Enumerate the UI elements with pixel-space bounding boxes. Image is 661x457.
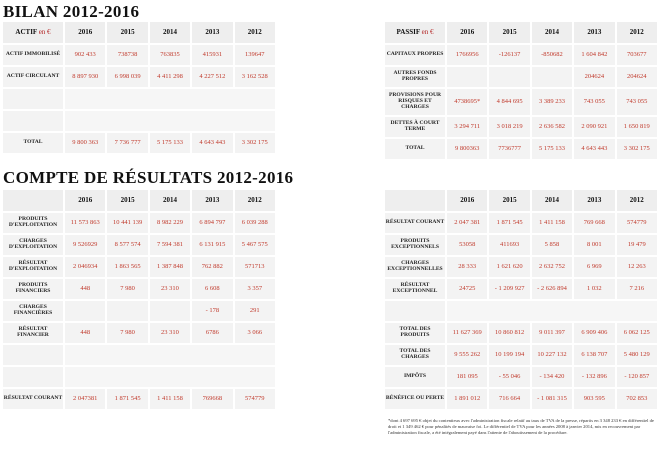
- value-cell: 1 032: [574, 279, 614, 299]
- year-header: 2015: [489, 22, 529, 43]
- row-label: CHARGES FINANCIÈRES: [3, 301, 63, 321]
- value-cell: 1 891 012: [447, 389, 487, 409]
- empty-row: [447, 301, 657, 321]
- row-label: TOTAL: [3, 133, 63, 153]
- empty-row: [65, 89, 275, 109]
- value-cell: 11 627 369: [447, 323, 487, 343]
- value-cell: - 120 857: [617, 367, 657, 387]
- value-cell: 12 263: [617, 257, 657, 277]
- year-header: 2016: [447, 190, 487, 211]
- value-cell: -126137: [489, 45, 529, 65]
- row-label: AUTRES FONDS PROPRES: [385, 67, 445, 87]
- value-cell: 28 333: [447, 257, 487, 277]
- table-corner-label: [385, 190, 445, 211]
- value-cell: 291: [235, 301, 275, 321]
- table-corner-label: ACTIF en €: [3, 22, 63, 43]
- year-header: 2013: [574, 22, 614, 43]
- value-cell: 6 039 288: [235, 213, 275, 233]
- value-cell: 10 441 139: [107, 213, 147, 233]
- value-cell: 5 175 133: [150, 133, 190, 153]
- passif-table: [383, 20, 659, 161]
- row-label: CHARGES EXCEPTIONNELLES: [385, 257, 445, 277]
- year-header: 2014: [150, 22, 190, 43]
- value-cell: 574779: [235, 389, 275, 409]
- value-cell: 6786: [192, 323, 232, 343]
- value-cell: 2 046934: [65, 257, 105, 277]
- row-label: PRODUITS D'EXPLOITATION: [3, 213, 63, 233]
- row-label: CAPITAUX PROPRES: [385, 45, 445, 65]
- value-cell: 24725: [447, 279, 487, 299]
- value-cell: 7 980: [107, 279, 147, 299]
- value-cell: 5 175 133: [532, 139, 572, 159]
- row-label: RÉSULTAT COURANT: [3, 389, 63, 409]
- value-cell: 4738695*: [447, 89, 487, 115]
- empty-row-label: [385, 301, 445, 321]
- value-cell: 9 011 397: [532, 323, 572, 343]
- row-label: IMPÔTS: [385, 367, 445, 387]
- value-cell: 23 310: [150, 323, 190, 343]
- value-cell: 411693: [489, 235, 529, 255]
- value-cell: 1 387 848: [150, 257, 190, 277]
- value-cell: - 178: [192, 301, 232, 321]
- value-cell: 743 055: [574, 89, 614, 115]
- row-label: RÉSULTAT COURANT: [385, 213, 445, 233]
- row-label: PRODUITS FINANCIERS: [3, 279, 63, 299]
- value-cell: 9 555 262: [447, 345, 487, 365]
- value-cell: 7 736 777: [107, 133, 147, 153]
- value-cell: 7 216: [617, 279, 657, 299]
- year-header: 2013: [192, 190, 232, 211]
- value-cell: 204624: [617, 67, 657, 87]
- value-cell: 5 467 575: [235, 235, 275, 255]
- value-cell: 448: [65, 279, 105, 299]
- value-cell: 10 860 812: [489, 323, 529, 343]
- row-label: RÉSULTAT EXCEPTIONNEL: [385, 279, 445, 299]
- value-cell: 4 844 695: [489, 89, 529, 115]
- value-cell: 11 573 863: [65, 213, 105, 233]
- value-cell: 1 411 158: [532, 213, 572, 233]
- row-label: RÉSULTAT D'EXPLOITATION: [3, 257, 63, 277]
- year-header: 2015: [489, 190, 529, 211]
- value-cell: 1 621 620: [489, 257, 529, 277]
- value-cell: 6 909 406: [574, 323, 614, 343]
- value-cell: 6 894 797: [192, 213, 232, 233]
- bilan-title: BILAN 2012-2016: [3, 2, 140, 21]
- value-cell: 703677: [617, 45, 657, 65]
- empty-row-label: [3, 89, 63, 109]
- row-label: PROVISIONS POUR RISQUES ET CHARGES: [385, 89, 445, 115]
- value-cell: - 1 081 315: [532, 389, 572, 409]
- value-cell: 9 800363: [447, 139, 487, 159]
- value-cell: 571713: [235, 257, 275, 277]
- value-cell: - 55 046: [489, 367, 529, 387]
- footnote: *dont 4 697 695 € objet du contentieux avec l'administration fiscale relatif au taux de TVA de la presse, répartis en 3 348 233 € en différentiel de droit et 1 349 462 € pour pénalités de mauvaise foi. Le différentiel de TVA pour les années 2008 à janvier 2014, mis en recouvrement par l'administration fiscale, a été intégralement payé dans l'attente de l'aboutissement de la procédure.: [388, 418, 654, 435]
- value-cell: 3 162 528: [235, 67, 275, 87]
- value-cell: 769668: [192, 389, 232, 409]
- value-cell: - 2 626 894: [532, 279, 572, 299]
- year-header: 2014: [150, 190, 190, 211]
- row-label: DETTES À COURT TERME: [385, 117, 445, 137]
- value-cell: 763835: [150, 45, 190, 65]
- value-cell: - 1 209 927: [489, 279, 529, 299]
- row-label: CHARGES D'EXPLOITATION: [3, 235, 63, 255]
- year-header: 2012: [235, 190, 275, 211]
- value-cell: 2 047 381: [447, 213, 487, 233]
- empty-row: [65, 345, 275, 365]
- row-label: ACTIF CIRCULANT: [3, 67, 63, 87]
- compte-right-table: [383, 188, 659, 411]
- value-cell: [489, 67, 529, 87]
- value-cell: 6 969: [574, 257, 614, 277]
- value-cell: 574779: [617, 213, 657, 233]
- value-cell: 7 594 381: [150, 235, 190, 255]
- value-cell: 23 310: [150, 279, 190, 299]
- year-header: 2014: [532, 190, 572, 211]
- value-cell: 1 863 565: [107, 257, 147, 277]
- value-cell: 716 664: [489, 389, 529, 409]
- empty-row: [65, 367, 275, 387]
- value-cell: 139647: [235, 45, 275, 65]
- value-cell: - 132 896: [574, 367, 614, 387]
- value-cell: 6 131 915: [192, 235, 232, 255]
- row-label: TOTAL DES PRODUITS: [385, 323, 445, 343]
- value-cell: 4 411 298: [150, 67, 190, 87]
- compte-left-table: [1, 188, 277, 411]
- value-cell: 4 643 443: [574, 139, 614, 159]
- table-corner-label: [3, 190, 63, 211]
- value-cell: 1 871 545: [107, 389, 147, 409]
- value-cell: 2 632 752: [532, 257, 572, 277]
- year-header: 2015: [107, 22, 147, 43]
- value-cell: 448: [65, 323, 105, 343]
- year-header: 2013: [192, 22, 232, 43]
- value-cell: 181 095: [447, 367, 487, 387]
- value-cell: 204624: [574, 67, 614, 87]
- value-cell: 743 055: [617, 89, 657, 115]
- value-cell: -850682: [532, 45, 572, 65]
- value-cell: 738738: [107, 45, 147, 65]
- value-cell: 53058: [447, 235, 487, 255]
- value-cell: 702 853: [617, 389, 657, 409]
- value-cell: [107, 301, 147, 321]
- row-label: TOTAL: [385, 139, 445, 159]
- value-cell: 7736777: [489, 139, 529, 159]
- empty-row: [65, 111, 275, 131]
- empty-row-label: [3, 111, 63, 131]
- value-cell: 902 433: [65, 45, 105, 65]
- row-label: TOTAL DES CHARGES: [385, 345, 445, 365]
- value-cell: 6 998 039: [107, 67, 147, 87]
- year-header: 2012: [617, 190, 657, 211]
- value-cell: 2 090 921: [574, 117, 614, 137]
- value-cell: 1 871 545: [489, 213, 529, 233]
- value-cell: 762 882: [192, 257, 232, 277]
- row-label: RÉSULTAT FINANCIER: [3, 323, 63, 343]
- value-cell: 8 577 574: [107, 235, 147, 255]
- value-cell: 2 636 582: [532, 117, 572, 137]
- value-cell: - 134 420: [532, 367, 572, 387]
- value-cell: 1 411 158: [150, 389, 190, 409]
- year-header: 2016: [447, 22, 487, 43]
- year-header: 2012: [235, 22, 275, 43]
- value-cell: 6 138 707: [574, 345, 614, 365]
- value-cell: 4 643 443: [192, 133, 232, 153]
- value-cell: 3 302 175: [235, 133, 275, 153]
- value-cell: 3 066: [235, 323, 275, 343]
- table-corner-label: PASSIF en €: [385, 22, 445, 43]
- compte-title: COMPTE DE RÉSULTATS 2012-2016: [3, 168, 294, 187]
- year-header: 2012: [617, 22, 657, 43]
- value-cell: [532, 67, 572, 87]
- value-cell: 3 357: [235, 279, 275, 299]
- value-cell: 3 389 233: [532, 89, 572, 115]
- value-cell: 8 982 229: [150, 213, 190, 233]
- value-cell: [150, 301, 190, 321]
- year-header: 2015: [107, 190, 147, 211]
- value-cell: 7 980: [107, 323, 147, 343]
- value-cell: 1 604 842: [574, 45, 614, 65]
- value-cell: 1 650 819: [617, 117, 657, 137]
- row-label: PRODUITS EXCEPTIONNELS: [385, 235, 445, 255]
- value-cell: 3 302 175: [617, 139, 657, 159]
- row-label: BÉNÉFICE OU PERTE: [385, 389, 445, 409]
- value-cell: 9 800 363: [65, 133, 105, 153]
- year-header: 2016: [65, 190, 105, 211]
- value-cell: 6 608: [192, 279, 232, 299]
- year-header: 2014: [532, 22, 572, 43]
- year-header: 2013: [574, 190, 614, 211]
- value-cell: 5 858: [532, 235, 572, 255]
- value-cell: [447, 67, 487, 87]
- value-cell: 415931: [192, 45, 232, 65]
- value-cell: 3 294 711: [447, 117, 487, 137]
- actif-table: [1, 20, 277, 155]
- empty-row-label: [3, 367, 63, 387]
- value-cell: 3 018 219: [489, 117, 529, 137]
- value-cell: [65, 301, 105, 321]
- value-cell: 10 199 194: [489, 345, 529, 365]
- value-cell: 769 668: [574, 213, 614, 233]
- empty-row-label: [3, 345, 63, 365]
- value-cell: 19 479: [617, 235, 657, 255]
- value-cell: 10 227 132: [532, 345, 572, 365]
- value-cell: 1766956: [447, 45, 487, 65]
- row-label: ACTIF IMMOBILISÉ: [3, 45, 63, 65]
- value-cell: 4 227 512: [192, 67, 232, 87]
- value-cell: 6 062 125: [617, 323, 657, 343]
- value-cell: 903 595: [574, 389, 614, 409]
- value-cell: 9 526929: [65, 235, 105, 255]
- value-cell: 8 897 930: [65, 67, 105, 87]
- value-cell: 5 480 129: [617, 345, 657, 365]
- value-cell: 2 047381: [65, 389, 105, 409]
- value-cell: 8 001: [574, 235, 614, 255]
- year-header: 2016: [65, 22, 105, 43]
